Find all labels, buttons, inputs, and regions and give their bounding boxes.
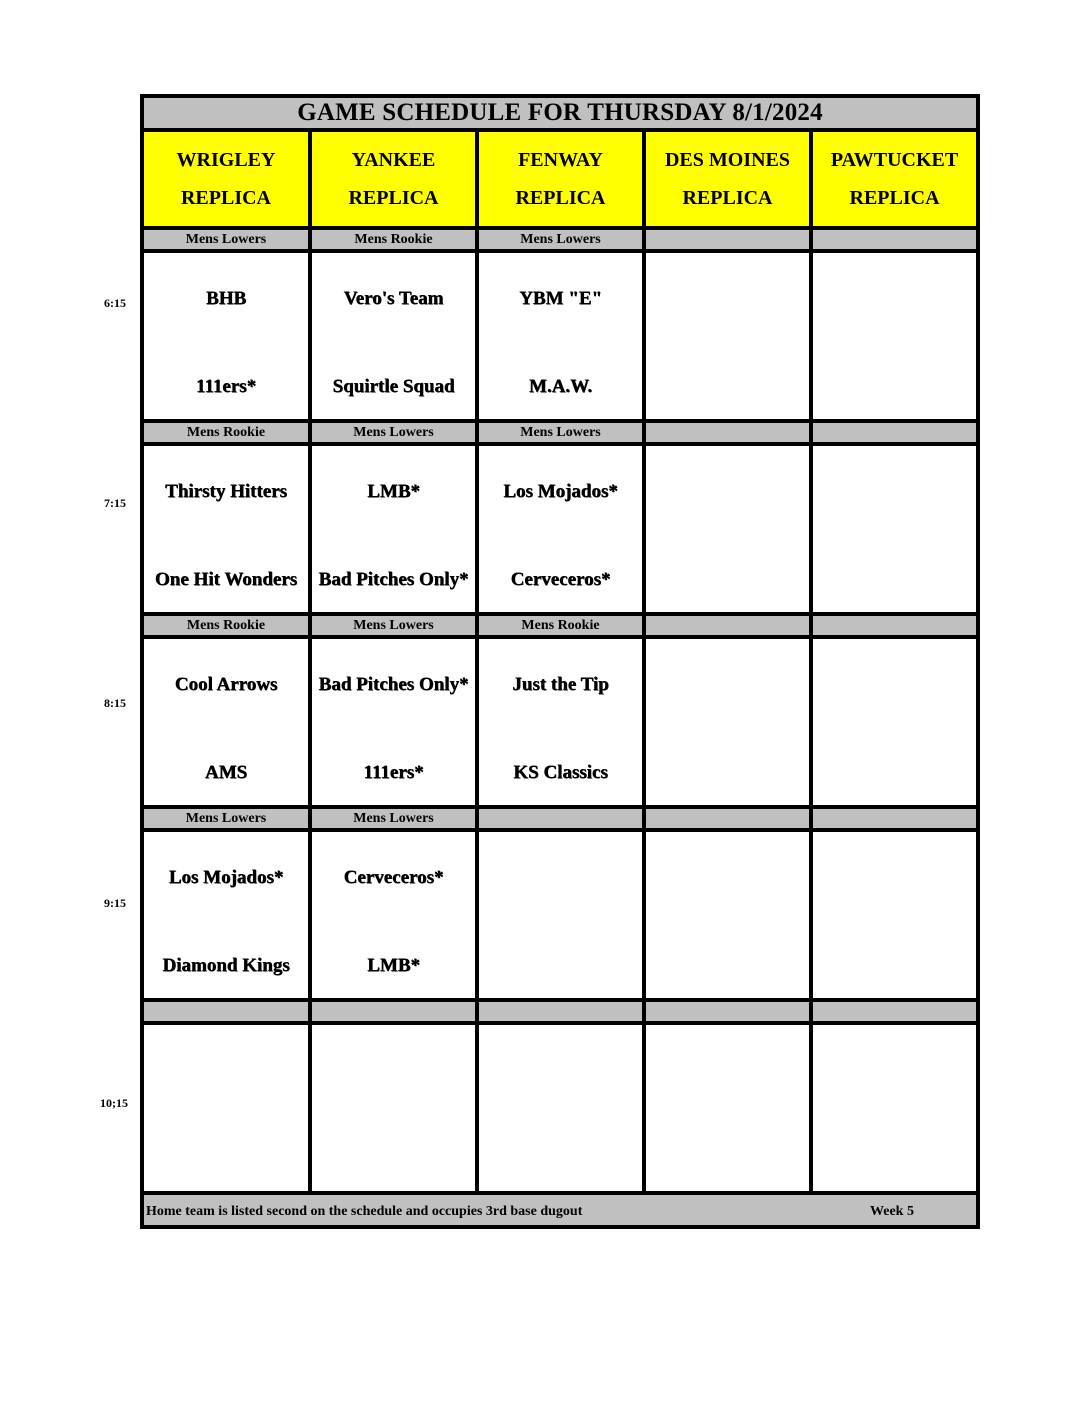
field-header-yankee — [310, 130, 477, 228]
field-header-des-moines — [644, 130, 811, 228]
game-cell — [811, 830, 978, 1000]
away-team: LMB* — [367, 480, 420, 502]
home-team: M.A.W. — [528, 375, 593, 397]
home-team: KS Classics — [513, 761, 608, 783]
home-team: Squirtle Squad — [332, 375, 455, 397]
division-label — [477, 1000, 644, 1023]
game-cell — [477, 251, 644, 421]
division-label — [811, 1000, 978, 1023]
away-team — [813, 466, 976, 516]
away-team: Just the Tip — [512, 673, 609, 695]
game-cell — [142, 830, 310, 1000]
home-team: Diamond Kings — [162, 954, 290, 976]
field-type: REPLICA — [682, 187, 773, 209]
home-team — [646, 1133, 809, 1183]
division-label — [811, 228, 978, 251]
field-type: REPLICA — [515, 187, 606, 209]
away-team — [813, 852, 976, 902]
division-label: Mens Rookie — [310, 228, 477, 251]
away-team — [144, 1045, 308, 1095]
division-label: Mens Lowers — [310, 421, 477, 444]
home-team: Cerveceros* — [510, 568, 611, 590]
away-team: BHB — [205, 287, 247, 309]
time-label: 7:15 — [104, 496, 126, 510]
division-row — [142, 228, 978, 251]
division-label — [644, 228, 811, 251]
game-cell — [310, 830, 477, 1000]
home-team: Bad Pitches Only* — [318, 568, 469, 590]
field-name: WRIGLEY — [176, 149, 276, 171]
game-cell — [644, 251, 811, 421]
away-team — [646, 852, 809, 902]
time-label: 6:15 — [104, 296, 126, 310]
game-row — [142, 830, 978, 1000]
field-name: DES MOINES — [664, 149, 791, 171]
home-team — [479, 940, 642, 990]
division-row — [142, 614, 978, 637]
division-label — [644, 421, 811, 444]
away-team — [646, 1045, 809, 1095]
time-label: 10;15 — [100, 1096, 128, 1110]
home-team — [479, 1133, 642, 1183]
field-header-fenway — [477, 130, 644, 228]
game-cell — [644, 637, 811, 807]
away-team: Thirsty Hitters — [165, 480, 287, 502]
game-row — [142, 1023, 978, 1193]
division-label — [142, 1000, 310, 1023]
home-team — [813, 361, 976, 411]
division-label — [811, 614, 978, 637]
division-label: Mens Lowers — [477, 421, 644, 444]
division-label: Mens Lowers — [142, 807, 310, 830]
division-label — [644, 1000, 811, 1023]
schedule-table — [140, 94, 980, 1229]
division-label — [644, 807, 811, 830]
division-label: Mens Rookie — [142, 421, 310, 444]
division-label: Mens Rookie — [477, 614, 644, 637]
home-team: One Hit Wonders — [154, 568, 298, 590]
game-cell — [811, 637, 978, 807]
away-team: Los Mojados* — [503, 480, 618, 502]
away-team — [646, 659, 809, 709]
away-team — [646, 273, 809, 323]
division-label — [644, 614, 811, 637]
home-team — [646, 554, 809, 604]
home-team — [813, 747, 976, 797]
schedule-grid — [140, 94, 980, 1229]
division-label: Mens Lowers — [310, 807, 477, 830]
away-team — [813, 273, 976, 323]
game-cell — [811, 251, 978, 421]
time-label: 8:15 — [104, 696, 126, 710]
division-row — [142, 421, 978, 444]
time-label: 9:15 — [104, 896, 126, 910]
field-header-row — [142, 130, 978, 228]
home-team — [646, 747, 809, 797]
away-team — [312, 1045, 475, 1095]
field-type: REPLICA — [849, 187, 940, 209]
game-cell — [644, 444, 811, 614]
footer-cell — [142, 1193, 978, 1227]
away-team: Vero's Team — [343, 287, 444, 309]
game-cell — [310, 1023, 477, 1193]
field-name: PAWTUCKET — [830, 149, 959, 171]
game-cell — [310, 251, 477, 421]
title-row — [142, 96, 978, 130]
game-cell — [142, 637, 310, 807]
away-team — [813, 659, 976, 709]
division-label: Mens Rookie — [142, 614, 310, 637]
home-team — [646, 361, 809, 411]
game-cell — [811, 444, 978, 614]
field-header-pawtucket — [811, 130, 978, 228]
field-name: FENWAY — [518, 149, 603, 171]
home-team: 111ers* — [363, 761, 424, 783]
week-label: Week 5 — [870, 1204, 914, 1219]
game-cell — [644, 830, 811, 1000]
game-cell — [811, 1023, 978, 1193]
away-team — [479, 852, 642, 902]
field-type: REPLICA — [348, 187, 439, 209]
division-label: Mens Lowers — [477, 228, 644, 251]
footer-note: Home team is listed second on the schedule and occupies 3rd base dugout — [146, 1204, 583, 1219]
game-cell — [142, 1023, 310, 1193]
home-team: LMB* — [367, 954, 420, 976]
division-label: Mens Lowers — [310, 614, 477, 637]
game-row — [142, 444, 978, 614]
division-label — [477, 807, 644, 830]
division-row — [142, 807, 978, 830]
game-row — [142, 251, 978, 421]
game-cell — [142, 444, 310, 614]
home-team — [646, 940, 809, 990]
away-team: YBM "E" — [519, 287, 602, 309]
home-team — [144, 1133, 308, 1183]
schedule-title: GAME SCHEDULE FOR THURSDAY 8/1/2024 — [142, 96, 978, 130]
game-cell — [477, 1023, 644, 1193]
home-team — [813, 1133, 976, 1183]
away-team: Cerveceros* — [343, 866, 444, 888]
home-team: AMS — [204, 761, 248, 783]
division-row — [142, 1000, 978, 1023]
away-team — [646, 466, 809, 516]
game-cell — [477, 637, 644, 807]
field-name: YANKEE — [351, 149, 436, 171]
home-team — [813, 554, 976, 604]
away-team — [479, 1045, 642, 1095]
division-label — [811, 807, 978, 830]
game-cell — [477, 830, 644, 1000]
division-label: Mens Lowers — [142, 228, 310, 251]
away-team: Cool Arrows — [174, 673, 278, 695]
home-team — [813, 940, 976, 990]
away-team: Bad Pitches Only* — [318, 673, 469, 695]
home-team — [312, 1133, 475, 1183]
division-label — [811, 421, 978, 444]
game-cell — [477, 444, 644, 614]
away-team: Los Mojados* — [168, 866, 284, 888]
away-team — [813, 1045, 976, 1095]
game-cell — [310, 444, 477, 614]
home-team: 111ers* — [195, 375, 257, 397]
game-row — [142, 637, 978, 807]
game-cell — [310, 637, 477, 807]
division-label — [310, 1000, 477, 1023]
field-header-wrigley — [142, 130, 310, 228]
game-cell — [644, 1023, 811, 1193]
game-cell — [142, 251, 310, 421]
field-type: REPLICA — [180, 187, 271, 209]
footer-row — [142, 1193, 978, 1227]
